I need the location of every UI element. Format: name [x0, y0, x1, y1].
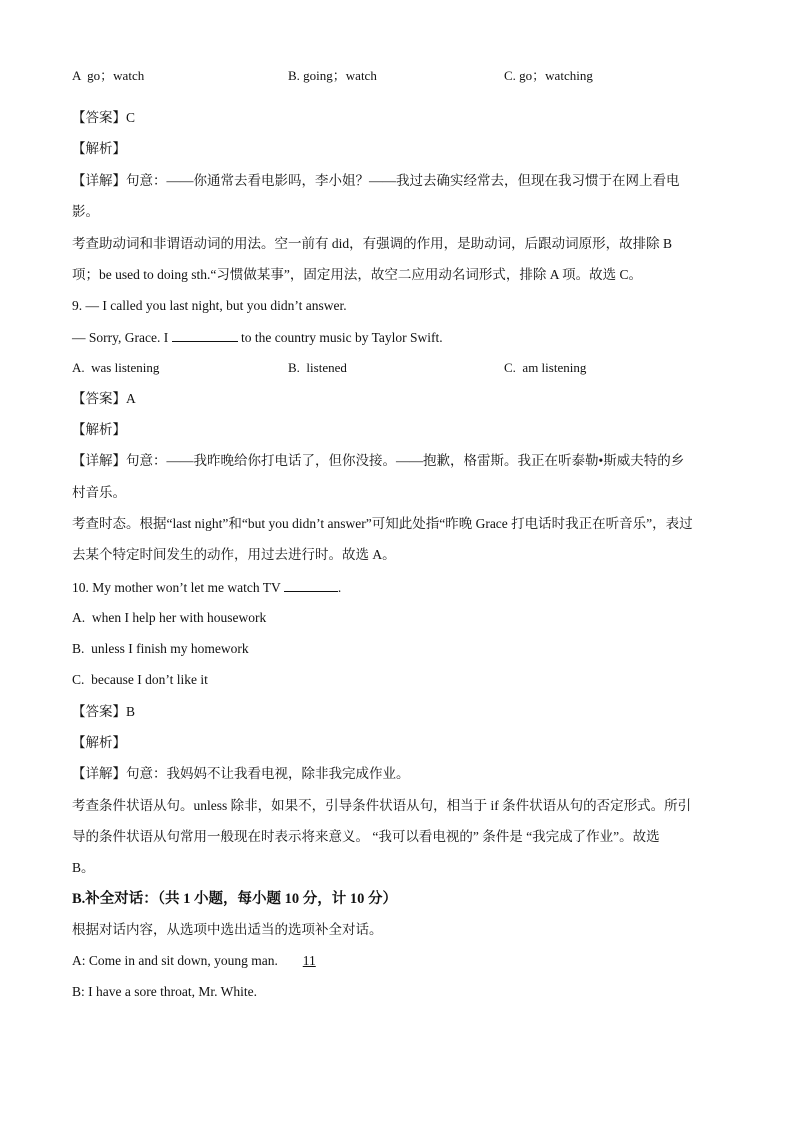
q8-detail-2: 影。: [72, 204, 99, 219]
q8-options: [72, 66, 722, 86]
q9-analysis-tag: 【解析】: [72, 422, 126, 437]
dialogue-blank-11: 11: [302, 953, 316, 968]
option-text: when I help her with housework: [91, 610, 267, 625]
answer-tag: 【答案】: [72, 704, 126, 719]
option-letter: C.: [504, 360, 516, 375]
section-b-heading: B.补全对话：（共 1 小题，每小题 10 分，计 10 分）: [72, 891, 398, 907]
q8-detail-4: 项；be used to doing sth.“习惯做某事”，固定用法，故空二应用动名词形式，排除 A 项。故选 C。: [72, 267, 642, 282]
option-letter: A: [72, 68, 81, 83]
option-text: going；watch: [303, 68, 377, 83]
q10-detail-3: 导的条件状语从句常用一般现在时表示将来意义。 “我可以看电视的” 条件是 “我完成了作业”。故选: [72, 829, 660, 844]
q10-option-b: [72, 639, 722, 659]
answer-blank: [284, 577, 338, 592]
q9-option-c: [504, 358, 586, 378]
q9-detail-3: 考查时态。根据“last night”和“but you didn’t answer”可知此处指“昨晚 Grace 打电话时我正在听音乐”，表过: [72, 516, 693, 531]
option-text: was listening: [91, 360, 160, 375]
option-text: am listening: [522, 360, 587, 375]
stem-text: — Sorry, Grace. I: [72, 330, 172, 345]
option-letter: A.: [72, 610, 86, 625]
answer-tag: 【答案】: [72, 391, 126, 406]
option-text: go；watching: [519, 68, 593, 83]
q9-detail-4: 去某个特定时间发生的动作，用过去进行时。故选 A。: [72, 547, 396, 562]
answer-tag: 【答案】: [72, 110, 126, 125]
section-b-instruction: 根据对话内容，从选项中选出适当的选项补全对话。: [72, 922, 383, 937]
q9-options: [72, 358, 722, 378]
option-text: listened: [306, 360, 347, 375]
q9-detail-2: 村音乐。: [72, 485, 126, 500]
detail-text: 句意：——你通常去看电影吗，李小姐？——我过去确实经常去，但现在我习惯于在网上看电: [126, 173, 680, 188]
q8-analysis-tag: 【解析】: [72, 141, 126, 156]
answer-blank: [172, 327, 238, 342]
q9-stem-2: [72, 327, 722, 348]
q8-option-c: [504, 66, 593, 86]
option-letter: B.: [288, 68, 300, 83]
detail-text: 句意：我妈妈不让我看电视，除非我完成作业。: [126, 766, 410, 781]
option-letter: B.: [288, 360, 300, 375]
stem-text: .: [337, 580, 342, 595]
q10-detail-2: 考查条件状语从句。unless 除非，如果不，引导条件状语从句，相当于 if 条件状语从句的否定形式。所引: [72, 798, 692, 813]
stem-text: 10. My mother won’t let me watch TV: [72, 580, 284, 595]
q8-option-b: [288, 66, 377, 86]
q10-stem: [72, 577, 722, 598]
stem-text: to the country music by Taylor Swift.: [237, 330, 443, 345]
detail-text: 句意：——我昨晚给你打电话了，但你没接。——抱歉，格雷斯。我正在听泰勒•斯威夫特的乡: [126, 453, 685, 468]
option-letter: C.: [72, 672, 85, 687]
option-text: because I don’t like it: [91, 672, 208, 687]
q9-answer: [72, 389, 722, 409]
option-letter: B.: [72, 641, 85, 656]
q8-detail-1: [72, 171, 722, 191]
q9-detail-1: [72, 451, 722, 471]
answer-value: B: [126, 704, 136, 719]
q8-answer: [72, 108, 722, 128]
q8-option-a: [72, 66, 144, 86]
q9-option-b: [288, 358, 347, 378]
option-letter: A.: [72, 360, 85, 375]
option-text: go；watch: [87, 68, 145, 83]
answer-value: C: [126, 110, 136, 125]
q10-option-c: [72, 670, 722, 690]
option-letter: C.: [504, 68, 516, 83]
q10-detail-1: [72, 764, 722, 784]
option-text: unless I finish my homework: [91, 641, 249, 656]
q10-analysis-tag: 【解析】: [72, 735, 126, 750]
q9-stem-1: 9. — I called you last night, but you didn’t answer.: [72, 298, 347, 313]
dialogue-line-a: [72, 951, 722, 971]
dialogue-line-b: B: I have a sore throat, Mr. White.: [72, 984, 257, 999]
answer-value: A: [126, 391, 136, 406]
detail-tag: 【详解】: [72, 766, 126, 781]
q8-detail-3: 考查助动词和非谓语动词的用法。空一前有 did，有强调的作用，是助动词，后跟动词原形，故排除 B: [72, 236, 673, 251]
q10-option-a: [72, 608, 722, 628]
detail-tag: 【详解】: [72, 453, 126, 468]
q9-option-a: [72, 358, 159, 378]
dialogue-text: A: Come in and sit down, young man.: [72, 953, 282, 968]
q10-detail-4: B。: [72, 860, 95, 875]
detail-tag: 【详解】: [72, 173, 126, 188]
q10-answer: [72, 702, 722, 722]
